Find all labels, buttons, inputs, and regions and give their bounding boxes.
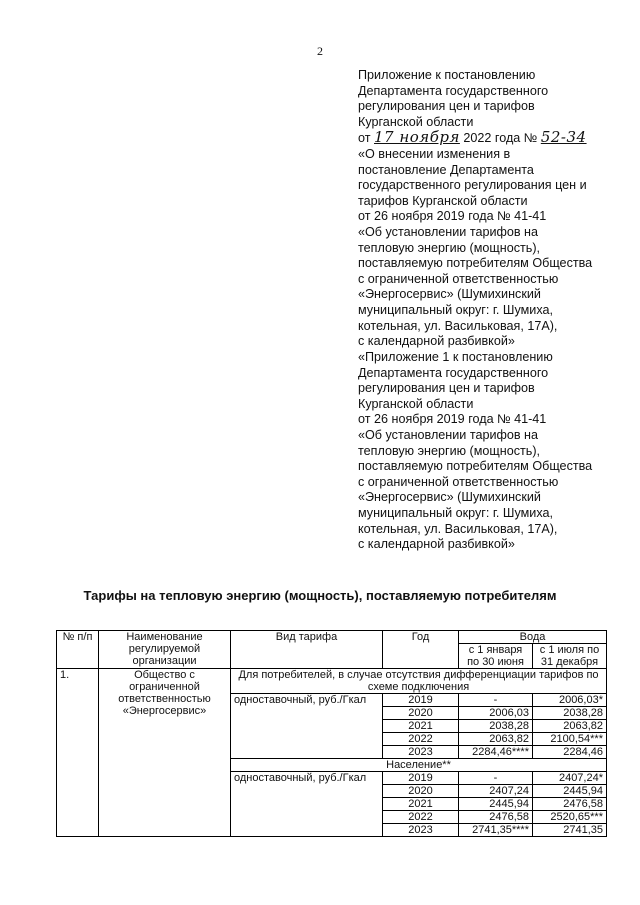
appendix-line: «Об установлении тарифов на [358, 427, 539, 442]
section-label: Население** [231, 759, 607, 772]
year-cell: 2023 [383, 824, 459, 837]
appendix-line: Департамента государственного [358, 83, 549, 98]
value-cell: 2445,94 [459, 798, 533, 811]
appendix-original-header [358, 350, 628, 553]
value-cell: 2006,03 [459, 707, 533, 720]
section-label: Для потребителей, в случае отсутствия дифференциации тарифов по схеме подключения [231, 669, 607, 694]
appendix-line: «Приложение 1 к постановлению [358, 350, 553, 364]
value-cell: 2741,35**** [459, 824, 533, 837]
header-org: Наименование регулируемой организации [99, 631, 231, 669]
year-cell: 2020 [383, 707, 459, 720]
appendix-line: тепловую энергию (мощность), [358, 443, 541, 458]
appendix-line: муниципальный округ: г. Шумиха, [358, 302, 553, 317]
appendix-line: поставляемую потребителям Общества [358, 459, 593, 474]
year-cell: 2019 [383, 694, 459, 707]
page-number: 2 [317, 44, 323, 58]
year-cell: 2022 [383, 811, 459, 824]
date-prefix: от [358, 131, 371, 146]
appendix-line: «О внесении изменения в [358, 146, 511, 161]
value-cell: 2445,94 [533, 785, 607, 798]
appendix-line: муниципальный округ: г. Шумиха, [358, 505, 553, 520]
year-cell: 2023 [383, 746, 459, 759]
value-cell: 2284,46 [533, 746, 607, 759]
value-cell: 2476,58 [459, 811, 533, 824]
value-cell: - [459, 694, 533, 707]
appendix-line: поставляемую потребителям Общества [358, 256, 593, 271]
header-num: № п/п [57, 631, 99, 669]
value-cell: 2038,28 [533, 707, 607, 720]
value-cell: 2741,35 [533, 824, 607, 837]
header-water: Вода [459, 631, 607, 644]
value-cell: 2100,54*** [533, 733, 607, 746]
appendix-date-line [358, 130, 628, 147]
appendix-line: с ограниченной ответственностью [358, 474, 559, 489]
value-cell: 2006,03* [533, 694, 607, 707]
table-header-row [57, 631, 607, 644]
tariff-type: одноставочный, руб./Гкал [231, 772, 383, 837]
appendix-line: от 26 ноября 2019 года № 41-41 [358, 412, 547, 427]
year-cell: 2021 [383, 720, 459, 733]
appendix-line: с календарной разбивкой» [358, 334, 515, 349]
handwritten-number: 52-34 [540, 128, 587, 147]
value-cell: 2063,82 [459, 733, 533, 746]
tariff-table [56, 630, 607, 837]
document-title: Тарифы на тепловую энергию (мощность), поставляемую потребителям [83, 588, 557, 603]
appendix-line: тепловую энергию (мощность), [358, 240, 541, 255]
appendix-line: Департамента государственного [358, 365, 549, 380]
header-half1: с 1 января по 30 июня [459, 644, 533, 669]
row-number: 1. [57, 669, 99, 837]
appendix-line: Курганской области [358, 396, 474, 411]
header-tariff-type: Вид тарифа [231, 631, 383, 669]
value-cell: 2038,28 [459, 720, 533, 733]
appendix-line: Курганской области [358, 114, 474, 129]
appendix-line: регулирования цен и тарифов [358, 381, 535, 396]
appendix-line: государственного регулирования цен и [358, 178, 587, 193]
header-half2: с 1 июля по 31 декабря [533, 644, 607, 669]
appendix-line: котельная, ул. Васильковая, 17А), [358, 318, 558, 333]
date-middle: 2022 года № [463, 131, 538, 146]
value-cell: 2407,24* [533, 772, 607, 785]
header-year: Год [383, 631, 459, 669]
value-cell: - [459, 772, 533, 785]
appendix-line: от 26 ноября 2019 года № 41-41 [358, 209, 547, 224]
appendix-line: с ограниченной ответственностью [358, 271, 559, 286]
appendix-line: котельная, ул. Васильковая, 17А), [358, 521, 558, 536]
appendix-line: регулирования цен и тарифов [358, 99, 535, 114]
organization-name: Общество с ограниченной ответственностью «Энергосервис» [99, 669, 231, 837]
appendix-line: с календарной разбивкой» [358, 537, 515, 552]
year-cell: 2019 [383, 772, 459, 785]
table-row [57, 669, 607, 694]
appendix-line: постановление Департамента [358, 162, 534, 177]
appendix-line: «Об установлении тарифов на [358, 224, 539, 239]
appendix-header [358, 68, 628, 350]
year-cell: 2020 [383, 785, 459, 798]
value-cell: 2284,46**** [459, 746, 533, 759]
appendix-line: Приложение к постановлению [358, 68, 536, 82]
value-cell: 2407,24 [459, 785, 533, 798]
appendix-line: «Энергосервис» (Шумихинский [358, 287, 541, 302]
appendix-line: «Энергосервис» (Шумихинский [358, 490, 541, 505]
appendix-line: тарифов Курганской области [358, 193, 528, 208]
year-cell: 2021 [383, 798, 459, 811]
tariff-type: одноставочный, руб./Гкал [231, 694, 383, 759]
value-cell: 2476,58 [533, 798, 607, 811]
value-cell: 2520,65*** [533, 811, 607, 824]
handwritten-date: 17 ноября [374, 128, 460, 147]
value-cell: 2063,82 [533, 720, 607, 733]
year-cell: 2022 [383, 733, 459, 746]
